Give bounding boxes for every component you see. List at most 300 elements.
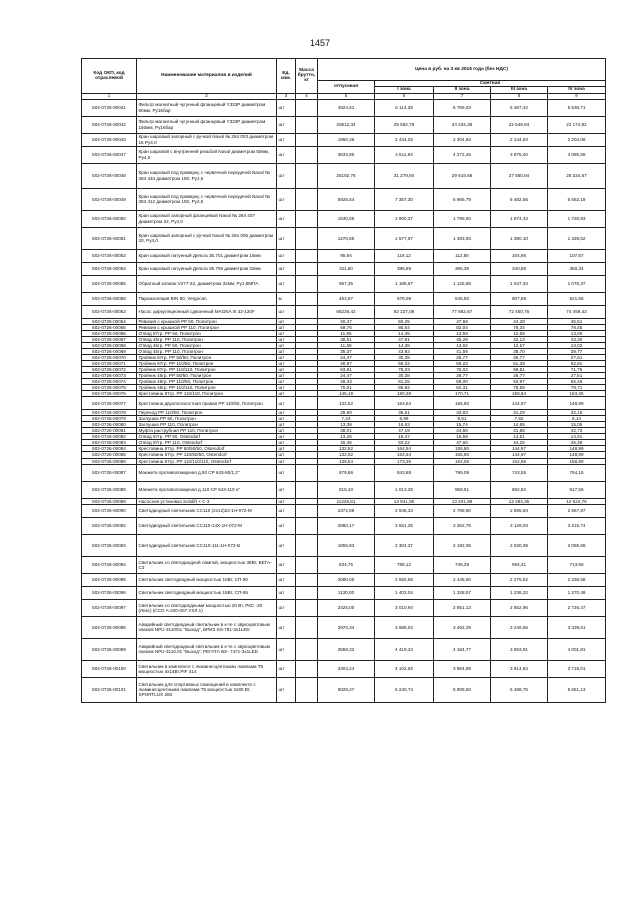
row-price-wholesale: 2425,00 [318,599,375,616]
row-price-zone3: 743,55 [491,464,548,481]
row-price-zone3: 2 275,52 [491,573,548,586]
row-price-zone1: 1 188,67 [375,275,434,292]
row-name: Тройник 87гр. PP 110/110, Политрон [137,366,277,372]
row-price-zone3: 1 047,34 [491,275,548,292]
row-unit: шт [277,146,296,163]
row-unit: шт [277,397,296,410]
row-name: Светильник для спортивных помещений в комплекте с люминесцентными лампами T5 мощностью 2x80 Вт, SPORTLUX 280 [137,677,277,702]
row-price-zone4: 917,56 [548,481,606,498]
row-mass [296,188,318,210]
row-price-wholesale: 4924,51 [318,99,375,116]
row-price-wholesale: 1270,65 [318,227,375,249]
row-price-zone2: 2 445,50 [434,573,491,586]
col-number: 6 [375,93,434,99]
table-row [82,616,606,638]
row-code: 502-0726-00043 [82,133,137,146]
row-price-zone4: 156,89 [548,458,606,464]
row-name: Отвод 87гр. PP 110, Ostendorf [137,440,277,446]
row-code: 502-0726-00095 [82,573,137,586]
row-price-zone3: 3 129,03 [491,517,548,534]
row-price-zone1: 30,38 [375,372,434,378]
row-name: Насосная установка Sololift + C-3 [137,498,277,504]
row-price-zone1: 386,89 [375,262,434,275]
row-price-zone4: 15,05 [548,422,606,428]
table-row [82,133,606,146]
row-unit: шт [277,517,296,534]
row-code: 502-0726-00051 [82,227,137,249]
row-price-zone2: 2 789,60 [434,504,491,517]
row-price-zone4: 78,45 [548,324,606,330]
row-price-wholesale: 2970,34 [318,616,375,638]
row-name: Тройник 87гр. PP 110/50, Политрон [137,360,277,366]
header-zone1: I зона [375,87,434,93]
table-row [82,586,606,599]
row-price-zone4: 45,51 [548,318,606,324]
row-code: 502-0726-00087 [82,464,137,481]
row-name: Манжета противопожарная д.110 CP 643-110 н" [137,481,277,498]
row-code: 502-0726-00054 [82,262,137,275]
row-unit: шт [277,210,296,227]
table-row [82,464,606,481]
row-price-wholesale: 816,10 [318,481,375,498]
row-unit: шт [277,227,296,249]
row-unit: шт [277,354,296,360]
row-unit: шт [277,133,296,146]
row-name: Тройник 45гр. PP 110/50, Политрон [137,379,277,385]
row-price-zone2: 4 184,77 [434,638,491,660]
row-price-zone4: 3 715,01 [548,660,606,677]
row-price-wholesale: 311,60 [318,262,375,275]
row-code: 502-0726-00096 [82,586,137,599]
row-price-zone4: 8,14 [548,416,606,422]
row-price-zone2: 5 909,50 [434,677,491,702]
row-mass [296,481,318,498]
row-price-wholesale: 132,52 [318,452,375,458]
row-price-zone1: 31 279,94 [375,163,434,188]
row-price-zone2: 746,28 [434,556,491,573]
row-price-zone4: 764,15 [548,464,606,481]
row-code: 502-0726-00081 [82,428,137,434]
row-code: 502-0726-00058 [82,292,137,305]
row-price-zone2: 112,80 [434,249,491,262]
row-mass [296,305,318,318]
table-row [82,146,606,163]
row-price-zone2: 58,00 [434,379,491,385]
table-row [82,292,606,305]
row-code: 502-0726-00071 [82,360,137,366]
row-price-wholesale: 679,66 [318,464,375,481]
row-price-wholesale: 25192,76 [318,163,375,188]
table-row [82,99,606,116]
row-unit: шт [277,379,296,385]
col-number: 1 [82,93,137,99]
row-unit: шт [277,616,296,638]
row-price-zone3: 1 236,22 [491,586,548,599]
row-name: Кран шаровый латунный Дельта 35.701 диаметром 15мм [137,249,277,262]
row-price-wholesale: 24,47 [318,372,375,378]
row-name: Отвод 45гр. PP 50, Политрон [137,342,277,348]
row-price-wholesale: 11,55 [318,330,375,336]
row-price-zone1: 4 102,62 [375,660,434,677]
row-price-zone2: 1 493,93 [434,227,491,249]
row-unit: шт [277,534,296,556]
row-price-zone4: 2 667,87 [548,504,606,517]
row-price-zone2: 13,59 [434,330,491,336]
row-price-zone2: 1 125,58 [434,275,491,292]
row-mass [296,616,318,638]
row-price-zone1: 1 403,04 [375,586,434,599]
row-price-zone3: 3 893,91 [491,638,548,660]
row-price-zone2: 799,09 [434,464,491,481]
row-price-zone4: 2 338,58 [548,573,606,586]
row-code: 502-0726-00093 [82,534,137,556]
row-name: Тройник 45гр. PP 110/110, Политрон [137,385,277,391]
row-mass [296,262,318,275]
row-unit: шт [277,305,296,318]
table-row [82,249,606,262]
row-mass [296,397,318,410]
row-price-zone3: 7,92 [491,416,548,422]
row-code: 502-0726-00083 [82,440,137,446]
row-mass [296,146,318,163]
row-price-zone1: 843,88 [375,464,434,481]
row-name: Крестовина 67гр. PP 110/50/50, Ostendorf [137,452,277,458]
row-mass [296,556,318,573]
row-mass [296,133,318,146]
row-price-zone3: 152,66 [491,458,548,464]
row-price-zone4: 71,75 [548,366,606,372]
row-price-wholesale: 634,75 [318,556,375,573]
row-price-zone4: 5 651,13 [548,677,606,702]
row-price-zone3: 1 674,43 [491,210,548,227]
row-price-zone2: 55,23 [434,360,491,366]
row-name: Пароизоляция BIN 60, Vergocan [137,292,277,305]
row-mass [296,163,318,188]
row-price-wholesale: 46,97 [318,360,375,366]
row-price-wholesale: 3559,32 [318,638,375,660]
row-name: Крестовина 87гр. PP 110/110, Политрон [137,391,277,397]
row-mass [296,573,318,586]
row-price-wholesale: 2372,88 [318,504,375,517]
row-unit: шт [277,348,296,354]
row-unit: шт [277,324,296,330]
row-code: 502-0726-00084 [82,446,137,452]
row-price-zone1: 47,81 [375,336,434,342]
header-name: Наименование материалов и изделий [137,59,277,94]
row-unit: шт [277,599,296,616]
row-price-zone3: 5 498,75 [491,677,548,702]
row-price-zone1: 6 240,74 [375,677,434,702]
row-price-zone2: 47,56 [434,440,491,446]
table-row [82,481,606,498]
row-name: Светильник в комплекте с люминесцентными лампами T5 мощностью 4x14Вт,PIF 414 [137,660,277,677]
row-name: Кран шаровый латунный Дельта 35.706 диаметром 32мм [137,262,277,275]
row-price-zone4: 4 085,56 [548,146,606,163]
row-price-zone4: 13,02 [548,342,606,348]
row-mass [296,504,318,517]
row-code: 502-0726-00090 [82,504,137,517]
row-name: Муфта раструбная PP 110, Политрон [137,428,277,434]
row-price-wholesale: 49,33 [318,379,375,385]
table-row [82,573,606,586]
row-price-wholesale: 145,19 [318,391,375,397]
row-price-zone2: 47,59 [434,318,491,324]
row-price-zone1: 164,54 [375,452,434,458]
row-price-zone3: 2 144,63 [491,133,548,146]
row-code: 502-0726-00094 [82,556,137,573]
row-code: 502-0726-00100 [82,660,137,677]
row-code: 502-0726-00063 [82,305,137,318]
row-price-zone3: 76,59 [491,385,548,391]
row-price-zone1: 164,54 [375,446,434,452]
row-price-zone3: 12 284,35 [491,498,548,504]
table-row [82,116,606,133]
row-price-zone2: 1 799,50 [434,210,491,227]
row-name: Светодиодный светильник СС110-14Х-1Н-072-М [137,517,277,534]
row-price-zone2: 3 884,88 [434,660,491,677]
row-price-wholesale: 38,51 [318,336,375,342]
row-price-zone3: 26,77 [491,372,548,378]
row-unit: шт [277,458,296,464]
page-number: 1457 [309,38,331,48]
row-price-zone3: 26,77 [491,354,548,360]
row-mass [296,99,318,116]
row-price-zone2: 45,28 [434,336,491,342]
row-price-zone1: 2 946,23 [375,504,434,517]
row-price-wholesale: 139,54 [318,458,375,464]
row-name: Насос циркуляционный сдвоенный MAGNA III 32-120F [137,305,277,318]
table-row [82,210,606,227]
row-price-wholesale: 70,01 [318,385,375,391]
row-code: 502-0726-00088 [82,481,137,498]
table-row [82,599,606,616]
table-row [82,163,606,188]
header-unit: Ед. изм. [277,59,296,94]
row-unit: шт [277,481,296,498]
row-price-zone4: 5 536,71 [548,99,606,116]
row-price-zone3: 144,97 [491,397,548,410]
row-price-zone2: 8,51 [434,416,491,422]
row-price-zone2: 6 966,79 [434,188,491,210]
row-price-zone4: 3 339,61 [548,616,606,638]
row-price-zone4: 23 174,82 [548,116,606,133]
row-name: Фильтр магнитный чугунный фланцевый Y333P диаметром 50мм, Ру16бар [137,99,277,116]
header-code: Код ОКП, код отраслевой [82,59,137,94]
row-name: Светильник со светодиодными мощностью 20 Вт, РКС -20 (Лекс) (ССО А-220-007 УХЛ 1) [137,599,277,616]
row-unit: шт [277,452,296,458]
row-unit: шт [277,464,296,481]
row-code: 502-0726-00065 [82,324,137,330]
table-row [82,556,606,573]
row-mass [296,517,318,534]
header-mass: Масса брутто, кг [296,59,318,94]
row-price-zone2: 2 182,06 [434,534,491,556]
row-price-zone1: 82 227,08 [375,305,434,318]
row-unit: шт [277,422,296,428]
row-price-wholesale: 20612,34 [318,116,375,133]
row-price-zone2: 13 201,98 [434,498,491,504]
row-name: Отвод 67гр. PP 50, Ostendorf [137,434,277,440]
row-price-zone3: 144,97 [491,452,548,458]
row-price-zone2: 2 851,13 [434,599,491,616]
row-name: Тройник 87гр. PP 50/50, Политрон [137,354,277,360]
row-unit: шт [277,318,296,324]
row-price-zone3: 76,34 [491,324,548,330]
row-price-zone3: 144,97 [491,446,548,452]
row-price-zone3: 6 482,56 [491,188,548,210]
table-row [82,534,606,556]
row-code: 502-0726-00082 [82,434,137,440]
row-unit: шт [277,504,296,517]
row-price-zone3: 44,25 [491,440,548,446]
price-table [81,58,606,703]
row-unit: шт [277,660,296,677]
row-price-zone2: 6 769,03 [434,99,491,116]
row-price-zone4: 4 001,81 [548,638,606,660]
row-mass [296,249,318,262]
row-price-zone2: 2 304,83 [434,133,491,146]
row-code: 502-0726-00092 [82,517,137,534]
table-row [82,660,606,677]
table-row [82,517,606,534]
row-unit: шт [277,99,296,116]
row-code: 502-0726-00076 [82,391,137,397]
row-code: 502-0726-00069 [82,348,137,354]
header-price-group: Цена в руб. на 3 кв 2015 года (без НДС) [318,59,606,81]
row-unit: шт [277,428,296,434]
row-price-zone4: 52,81 [548,360,606,366]
row-name: Крестовина 67гр. PP 110/110/110, Ostendorf [137,458,277,464]
row-price-wholesale: 95,94 [318,249,375,262]
row-price-zone2: 28,77 [434,372,491,378]
row-unit: шт [277,385,296,391]
row-code: 502-0726-00085 [82,452,137,458]
row-price-zone2: 366,35 [434,262,491,275]
table-row [82,677,606,702]
row-price-wholesale: 1855,93 [318,534,375,556]
row-name: Светодиодный светильник СС110-111-1Н-072-В [137,534,277,556]
header-zone2: II зона [434,87,491,93]
table-row [82,262,606,275]
row-price-zone4: 39,77 [548,348,606,354]
row-price-zone3: 72 450,76 [491,305,548,318]
row-code: 502-0726-00070 [82,354,137,360]
row-code: 502-0726-00041 [82,99,137,116]
row-price-zone2: 4 272,45 [434,146,491,163]
row-price-zone1: 3 010,94 [375,599,434,616]
row-unit: шт [277,498,296,504]
row-price-zone3: 31,29 [491,410,548,416]
row-price-zone4: 1 270,48 [548,586,606,599]
row-name: Ревизия с крышкой PP 110, Политрон [137,324,277,330]
row-price-zone4: 1 428,62 [548,227,606,249]
header-estimate: Сметная [375,81,606,87]
row-name: Крестовина двухплоскостная правая PP 110/50, Политрон [137,397,277,410]
row-price-zone2: 44,69 [434,428,491,434]
row-unit: шт [277,573,296,586]
row-mass [296,464,318,481]
row-mass [296,660,318,677]
col-number: 5 [318,93,375,99]
row-price-zone4: 148,99 [548,452,606,458]
row-code: 502-0726-00075 [82,385,137,391]
row-price-zone2: 545,50 [434,292,491,305]
table-row [82,275,606,292]
row-price-zone1: 2 582,58 [375,573,434,586]
row-mass [296,116,318,133]
row-price-zone1: 164,54 [375,397,434,410]
row-price-wholesale: 13,26 [318,434,375,440]
row-unit: шт [277,275,296,292]
row-price-zone2: 29 619,68 [434,163,491,188]
row-price-zone2: 82,04 [434,324,491,330]
col-number: 3 [277,93,296,99]
row-code: 502-0726-00050 [82,210,137,227]
row-price-zone2: 170,71 [434,391,491,397]
row-code: 502-0726-00053 [82,249,137,262]
row-unit: шт [277,638,296,660]
row-price-zone4: 74 458,43 [548,305,606,318]
row-price-zone4: 6 662,19 [548,188,606,210]
row-unit: шт [277,446,296,452]
row-price-zone1: 30,38 [375,354,434,360]
row-price-wholesale: 3304,24 [318,660,375,677]
row-name: Кран шаровый запорный фланцевый Naval № 284 407 диаметром 32, Ру4,0 [137,210,277,227]
row-price-zone1: 43,92 [375,348,434,354]
row-mass [296,227,318,249]
row-code: 502-0726-00055 [82,275,137,292]
row-price-zone1: 8,99 [375,416,434,422]
row-price-zone4: 1 720,83 [548,210,606,227]
row-price-zone1: 35,51 [375,410,434,416]
row-price-wholesale: 1130,00 [318,586,375,599]
row-name: Аварийный светодиодный светильник в к-те с звукоцветовым знаком NPU-3110.01 "Выход", РЕГАТА BS- 7471-3x1LED [137,638,277,660]
row-price-wholesale: 11228,81 [318,498,375,504]
row-name: Тройник 45гр. PP 50/50, Политрон [137,372,277,378]
row-code: 502-0726-00099 [82,638,137,660]
row-price-zone3: 1 390,10 [491,227,548,249]
row-price-zone4: 27,51 [548,372,606,378]
row-name: Переход PP 110/50, Политрон [137,410,277,416]
table-row [82,397,606,410]
row-name: Кран шаровый запорный с ручкой Naval № 284 003 диаметром 15 Ру4,0 [137,133,277,146]
row-price-zone1: 119,12 [375,249,434,262]
row-mass [296,534,318,556]
row-name: Заглушка PP 50, Политрон [137,416,277,422]
row-price-zone4: 14,91 [548,434,606,440]
row-price-zone3: 2 595,94 [491,504,548,517]
row-unit: шт [277,586,296,599]
row-unit: шт [277,188,296,210]
row-name: Заглушка PP 110, Политрон [137,422,277,428]
row-price-zone1: 1 900,37 [375,210,434,227]
table-row [82,227,606,249]
row-mass [296,210,318,227]
row-price-zone3: 3 975,40 [491,146,548,163]
row-price-zone1: 173,26 [375,458,434,464]
row-price-zone3: 12,67 [491,342,548,348]
row-name: Кран шаровой с внутренней резьбой Naval диаметром 50мм, Ру4,0 [137,146,277,163]
row-price-zone1: 1 013,29 [375,481,434,498]
row-price-zone3: 42,13 [491,336,548,342]
row-unit: шт [277,330,296,336]
row-price-zone4: 12 624,76 [548,498,606,504]
row-code: 502-0726-00101 [82,677,137,702]
row-price-wholesale: 2860,17 [318,517,375,534]
row-price-zone1: 7 357,30 [375,188,434,210]
row-price-zone4: 107,87 [548,249,606,262]
row-code: 502-0726-00097 [82,599,137,616]
